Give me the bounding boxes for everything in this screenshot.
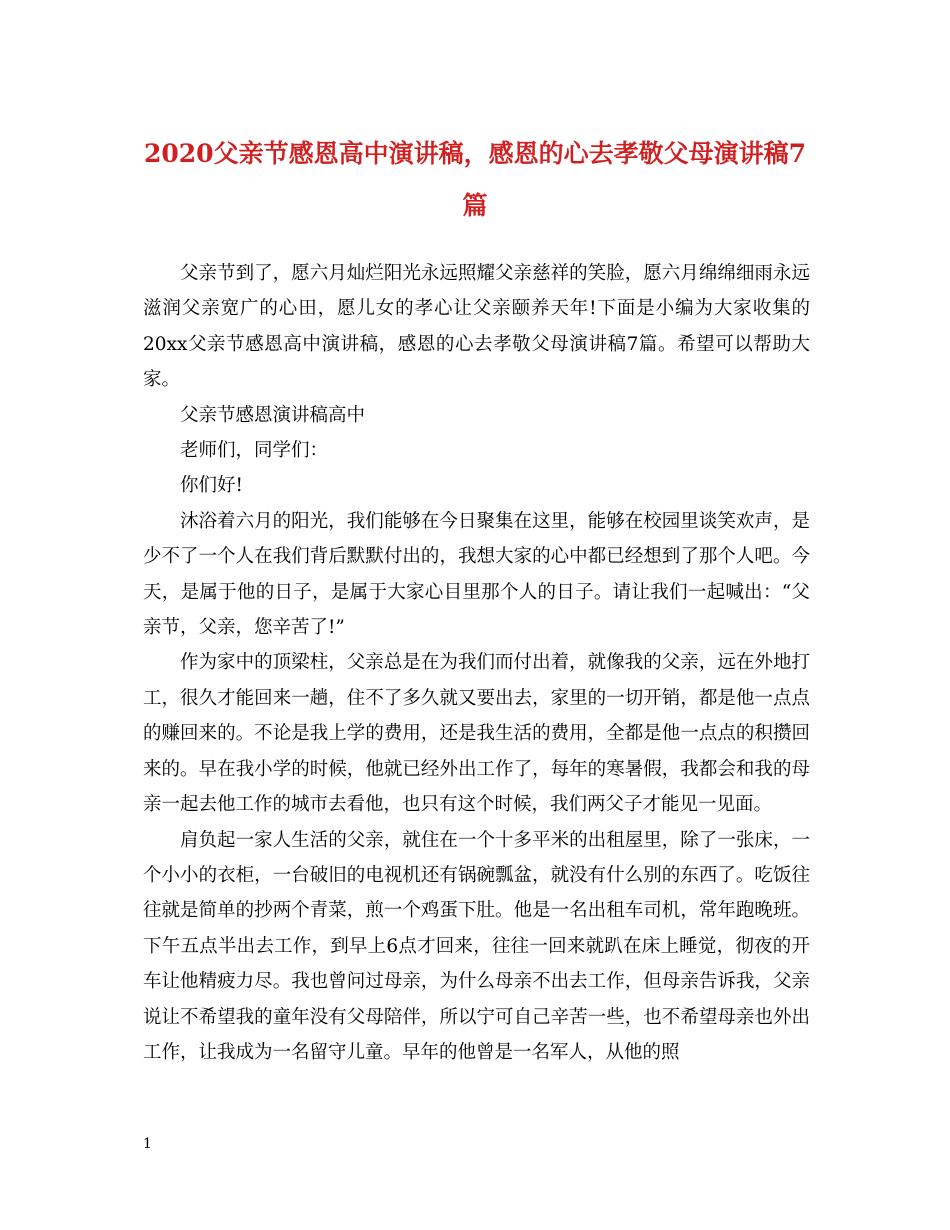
page-number: 1 — [143, 1136, 152, 1152]
body-paragraph: 沐浴着六月的阳光，我们能够在今日聚集在这里，能够在校园里谈笑欢声，是少不了一个人在我们背后默默付出的，我想大家的心中都已经想到了那个人吧。今天，是属于他的日子，是属于大家心目里那个人的日子。请让我们一起喊出：“父亲节，父亲，您辛苦了!” — [143, 510, 810, 639]
speech-heading: 父亲节感恩演讲稿高中 — [180, 404, 366, 426]
salutation: 老师们，同学们： — [180, 440, 329, 462]
intro-paragraph: 父亲节到了，愿六月灿烂阳光永远照耀父亲慈祥的笑脸，愿六月绵绵细雨永远滋润父亲宽广的心田，愿儿女的孝心让父亲颐养天年!下面是小编为大家收集的20xx父亲节感恩高中演讲稿，感恩的心去孝敬父母演讲稿7篇。希望可以帮助大家。 — [143, 263, 810, 391]
document-body — [143, 256, 810, 1070]
body-paragraph: 肩负起一家人生活的父亲，就住在一个十多平米的出租屋里，除了一张床，一个小小的衣柜，一台破旧的电视机还有锅碗瓢盆，就没有什么别的东西了。吃饭往往就是简单的抄两个青菜，煎一个鸡蛋下肚。他是一名出租车司机，常年跑晚班。下午五点半出去工作，到早上6点才回来，往往一回来就趴在床上睡觉，彻夜的开车让他精疲力尽。我也曾问过母亲，为什么母亲不出去工作，但母亲告诉我，父亲说让不希望我的童年没有父母陪伴，所以宁可自己辛苦一些，也不希望母亲也外出工作，让我成为一名留守儿童。早年的他曾是一名军人，从他的照 — [143, 829, 810, 1063]
document-title: 2020父亲节感恩高中演讲稿，感恩的心去孝敬父母演讲稿7篇 — [144, 139, 806, 220]
body-paragraph: 作为家中的顶梁柱，父亲总是在为我们而付出着，就像我的父亲，远在外地打工，很久才能回来一趟，住不了多久就又要出去，家里的一切开销，都是他一点点的赚回来的。不论是我上学的费用，还是我生活的费用，全都是他一点点的积攒回来的。早在我小学的时候，他就已经外出工作了，每年的寒暑假，我都会和我的母亲一起去他工作的城市去看他，也只有这个时候，我们两父子才能见一见面。 — [143, 652, 810, 816]
greeting: 你们好! — [180, 475, 243, 497]
